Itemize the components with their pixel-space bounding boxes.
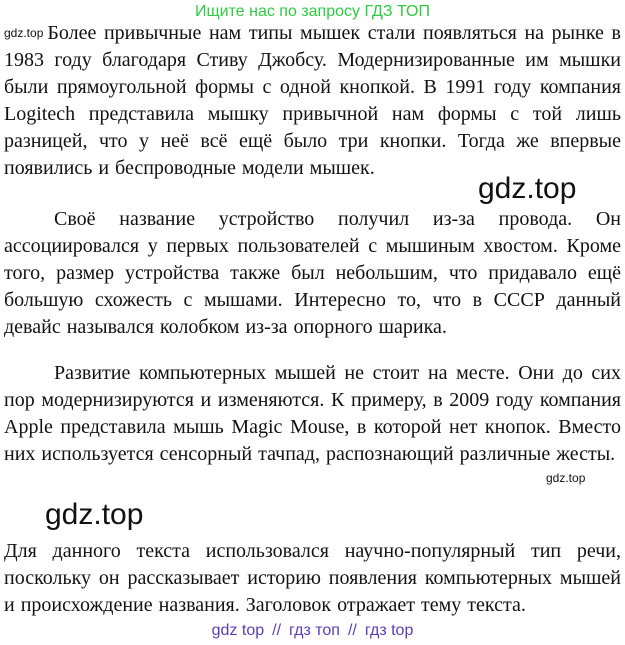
paragraph-1-text: Более привычные нам типы мышек стали появляться на рынке в 1983 году благодаря Стиву Джобсу. Модернизированные им мышки были прямоугольной формы с одной кнопкой. В 1991 году компания Logitech представила мышку привычной нам формы с той лишь разницей, что у неё всё ещё было три кнопки. Тогда же впервые появились и беспроводные модели мышек. (4, 22, 621, 179)
bottom-link-3[interactable]: гдз top (364, 622, 414, 639)
watermark-large-2: gdz.top (45, 498, 144, 531)
watermark-large-1: gdz.top (478, 172, 577, 205)
watermark-small-right: gdz.top (546, 471, 586, 485)
bottom-link-1[interactable]: gdz top (211, 622, 265, 639)
paragraph-2: Своё название устройство получил из-за провода. Он ассоциировался у первых пользователей с мышиным хвостом. Кроме того, размер устройства также был небольшим, что придавало ещё большую схожесть с мышами. Интересно то, что в СССР данный девайс назывался колобком из-за опорного шарика. (4, 208, 621, 338)
bottom-separator-1: // (272, 622, 282, 639)
banner-text[interactable]: Ищите нас по запросу ГДЗ ТОП (195, 3, 430, 20)
paragraph-4: Для данного текста использовался научно-популярный тип речи, поскольку он рассказывает историю появления компьютерных мышей и происхождение названия. Заголовок отражает тему текста. (4, 540, 621, 616)
watermark-inline: gdz.top (4, 26, 44, 40)
top-banner[interactable] (0, 2, 625, 22)
bottom-separator-2: // (347, 622, 357, 639)
paragraph-3: Развитие компьютерных мышей не стоит на месте. Они до сих пор модернизируются и изменяются. К примеру, в 2009 году компания Apple представила мышь Magic Mouse, в которой нет кнопок. Вместо них используется сенсорный тачпад, распознающий различные жесты. (4, 362, 621, 465)
bottom-link-2[interactable]: гдз топ (289, 622, 340, 639)
bottom-links (0, 621, 625, 641)
paragraph-1 (4, 20, 621, 182)
